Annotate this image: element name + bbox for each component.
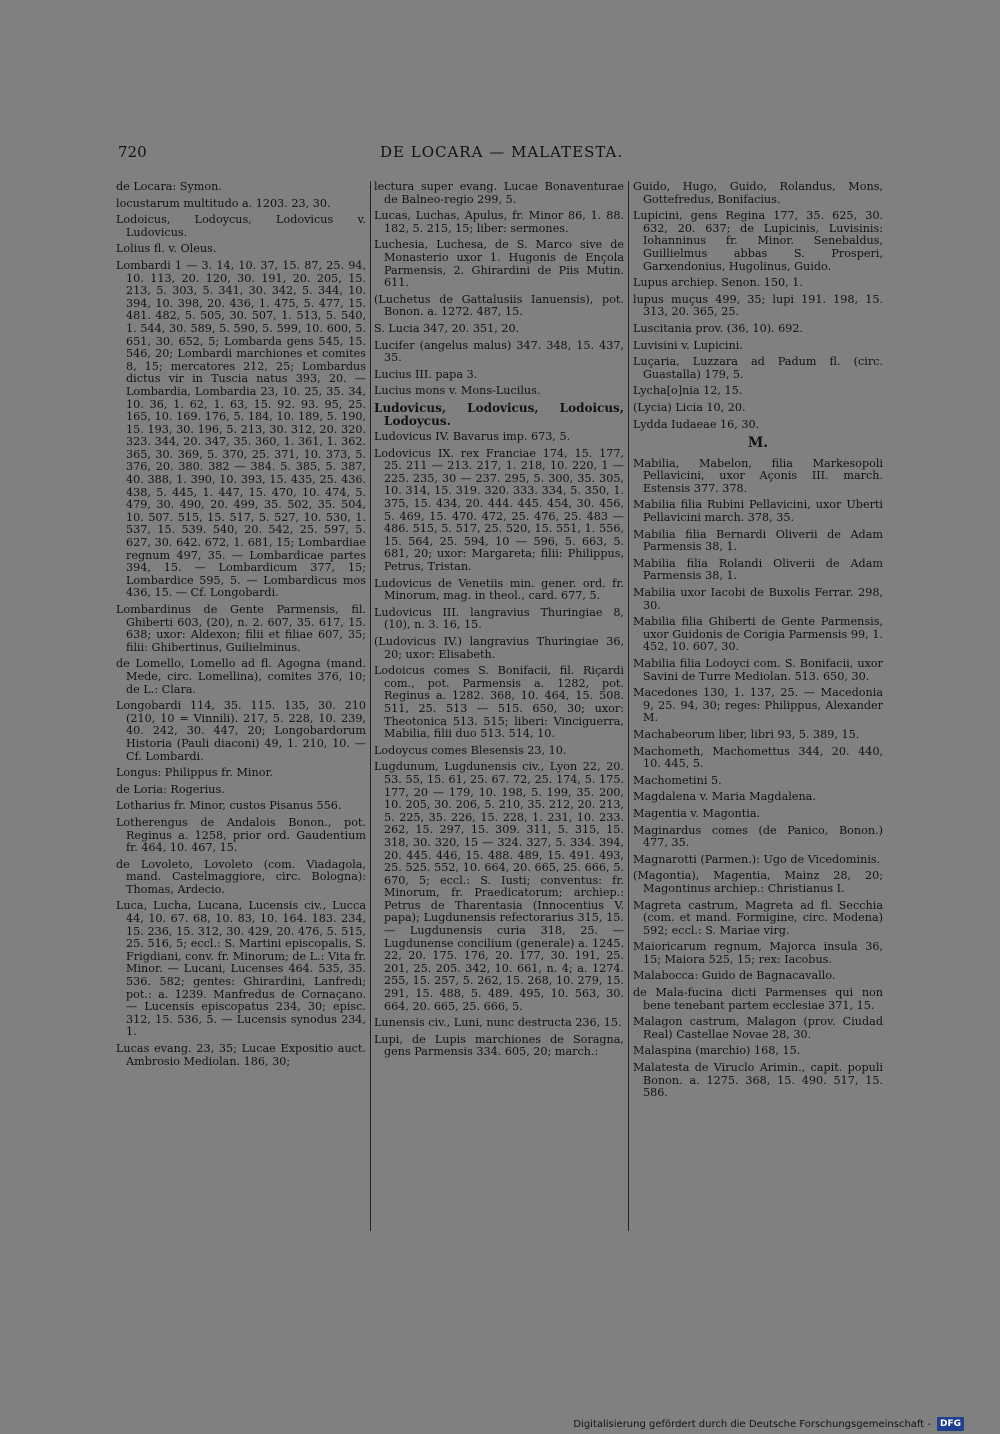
page-number: 720 xyxy=(118,143,147,161)
index-entry: Luçaria, Luzzara ad Padum fl. (circ. Guastalla) 179, 5. xyxy=(633,355,883,381)
index-entry: Guido, Hugo, Guido, Rolandus, Mons, Gottefredus, Bonifacius. xyxy=(633,180,883,206)
index-entry: de Mala-fucina dicti Parmenses qui non bene tenebant partem ecclesiae 371, 15. xyxy=(633,986,883,1012)
index-entry: Luca, Lucha, Lucana, Lucensis civ., Lucca 44, 10. 67. 68, 10. 83, 10. 164. 183. 234, 15. 236, 15. 312, 30. 429, 20. 476, 5. 515, 25. 516, 5; eccl.: S. Martini episcopalis, S. Frigdiani, conv. fr. Minorum; de L.: Vita fr. Minor. — Lucani, Lucenses 464. 535, 35. 536. 582; gentes: Ghirardini, Lanfredi; pot.: a. 1239. Manfredus de Cornaçano. — Lucensis episcopatus 234, 30; episc. 312, 15. 536, 5. — Lucensis synodus 234, 1. xyxy=(116,899,366,1039)
index-entry: lectura super evang. Lucae Bonaventurae de Balneo-regio 299, 5. xyxy=(374,180,624,206)
index-entry: Lombardi 1 — 3. 14, 10. 37, 15. 87, 25. 94, 10. 113, 20. 120, 30. 191, 20. 205, 15. 213, 5. 303, 5. 341, 30. 342, 5. 344, 10. 394, 10. 398, 20. 436, 1. 475, 5. 477, 15. 481. 482, 5. 505, 30. 507, 1. 513, 5. 540, 1. 544, 30. 589, 5. 590, 5. 599, 10. 600, 5. 651, 30. 652, 5; Lombarda gens 545, 15. 546, 20; Lombardi marchiones et comites 8, 15; mercatores 212, 25; Lombardus dictus vir in Tuscia natus 393, 20. — Lombardia, Lombardia 23, 10. 25, 35. 34, 10. 36, 1. 62, 1. 63, 15. 92. 93. 95, 25. 165, 10. 169. 176, 5. 184, 10. 189, 5. 190, 15. 193, 30. 196, 5. 213, 30. 312, 20. 320. 323. 344, 20. 347, 35. 360, 1. 361, 1. 362. 365, 30. 369, 5. 370, 25. 371, 10. 373, 5. 376, 20. 380. 382 — 384. 5. 385, 5. 387, 40. 388, 1. 390, 10. 393, 15. 435, 25. 436. 438, 5. 445, 1. 447, 15. 470, 10. 474, 5. 479, 30. 490, 20. 499, 35. 502, 35. 504, 10. 507. 515, 15. 517, 5. 527, 10. 530, 1. 537, 15. 539. 540, 20. 542, 25. 597, 5. 627, 30. 642. 672, 1. 681, 15; Lombardiae regnum 497, 35. — Lombardicae partes 394, 15. — Lombardicum 377, 15; Lombardice 595, 5. — Lombardicus mos 436, 15. — Cf. Longobardi. xyxy=(116,258,366,600)
index-entry: de Lomello, Lomello ad fl. Agogna (mand. Mede, circ. Lomellina), comites 376, 10; de L.: Clara. xyxy=(116,657,366,696)
index-entry: lupus muçus 499, 35; lupi 191. 198, 15. 313, 20. 365, 25. xyxy=(633,292,883,319)
index-entry: Magreta castrum, Magreta ad fl. Secchia (com. et mand. Formigine, circ. Modena) 592; eccl.: S. Mariae virg. xyxy=(633,898,883,937)
index-entry: Mabilia filia Ghiberti de Gente Parmensis, uxor Guidonis de Corigia Parmensis 99, 1. 452, 10. 607, 30. xyxy=(633,615,883,654)
footer-credit-text: Digitalisierung gefördert durch die Deutsche Forschungsgemeinschaft - xyxy=(573,1418,931,1430)
index-entry: Mabilia uxor Iacobi de Buxolis Ferrar. 298, 30. xyxy=(633,586,883,612)
index-entry: Luscitania prov. (36, 10). 692. xyxy=(633,321,804,335)
index-entry: Machometini 5. xyxy=(633,773,722,787)
index-column-right xyxy=(633,181,883,1104)
index-entry: Ludovicus III. langravius Thuringiae 8, (10), n. 3. 16, 15. xyxy=(374,605,624,632)
running-title: DE LOCARA — MALATESTA. xyxy=(380,143,624,161)
index-heading: Ludovicus, Lodovicus, Lodoicus, Lodoycus. xyxy=(374,400,624,428)
index-entry: S. Lucia 347, 20. 351, 20. xyxy=(374,321,520,335)
index-entry: Lycha[o]nia 12, 15. xyxy=(633,384,743,398)
index-entry: Lucas, Luchas, Apulus, fr. Minor 86, 1. 88. 182, 5. 215, 15; liber: sermones. xyxy=(374,209,624,235)
index-entry: Lydda Iudaeae 16, 30. xyxy=(633,417,760,431)
index-entry: Longus: Philippus fr. Minor. xyxy=(116,766,274,780)
index-entry: Maioricarum regnum, Majorca insula 36, 15; Maiora 525, 15; rex: Iacobus. xyxy=(633,940,883,966)
index-entry: Machabeorum liber, libri 93, 5. 389, 15. xyxy=(633,727,860,741)
index-entry: (Magontia), Magentia, Mainz 28, 20; Magontinus archiep.: Christianus I. xyxy=(633,869,883,895)
index-entry: Magdalena v. Maria Magdalena. xyxy=(633,790,816,804)
index-entry: Lupus archiep. Senon. 150, 1. xyxy=(633,276,803,290)
index-entry: Ludovicus IV. Bavarus imp. 673, 5. xyxy=(374,430,571,444)
index-entry: Luchesia, Luchesa, de S. Marco sive de Monasterio uxor 1. Hugonis de Ençola Parmensis, 2. Ghirardini de Piis Mutin. 611. xyxy=(374,238,624,290)
dfg-logo: DFG xyxy=(937,1417,964,1431)
index-entry: Mabilia filia Lodoyci com. S. Bonifacii, uxor Savini de Turre Mediolan. 513. 650, 30. xyxy=(633,657,883,683)
index-entry: Luvisini v. Lupicini. xyxy=(633,338,743,352)
index-entry: Lodoycus comes Blesensis 23, 10. xyxy=(374,743,567,757)
index-entry: Machometh, Machomettus 344, 20. 440, 10. 445, 5. xyxy=(633,744,883,771)
index-entry: Mabilia, Mabelon, filia Markesopoli Pellavicini, uxor Açonis III. march. Estensis 377. 378. xyxy=(633,456,883,495)
index-entry: Lotherengus de Andalois Bonon., pot. Reginus a. 1258, prior ord. Gaudentium fr. 464, 10. 467, 15. xyxy=(116,815,366,855)
index-entry: Mabilia filia Rubini Pellavicini, uxor Uberti Pellavicini march. 378, 35. xyxy=(633,498,883,525)
index-entry: Lolius fl. v. Oleus. xyxy=(116,242,217,256)
index-entry: Malaspina (marchio) 168, 15. xyxy=(633,1044,801,1058)
index-entry: Lombardinus de Gente Parmensis, fil. Ghiberti 603, (20), n. 2. 607, 35. 617, 15. 638; uxor: Aldexon; filii et filiae 607, 35; filii: Ghibertinus, Guilielminus. xyxy=(116,603,366,654)
index-entry: Lucifer (angelus malus) 347. 348, 15. 437, 35. xyxy=(374,338,624,365)
index-entry: de Lovoleto, Lovoleto (com. Viadagola, mand. Castelmaggiore, circ. Bologna): Thomas, Ardecio. xyxy=(116,857,366,896)
index-entry: Malabocca: Guido de Bagnacavallo. xyxy=(633,969,836,983)
index-column-middle xyxy=(374,181,624,1063)
section-letter: M. xyxy=(747,435,769,452)
column-divider xyxy=(370,181,371,1231)
index-entry: Mabilia filia Bernardi Oliverii de Adam Parmensis 38, 1. xyxy=(633,527,883,554)
index-entry: locustarum multitudo a. 1203. 23, 30. xyxy=(116,196,331,210)
index-entry: Lupicini, gens Regina 177, 35. 625, 30. 632, 20. 637; de Lupicinis, Luvisinis: Iohanninus fr. Minor. Senebaldus, Guillielmus abbas S. Prosperi, Garxendonius, Hugolinus, Guido. xyxy=(633,209,883,273)
index-entry: Mabilia filia Rolandi Oliverii de Adam Parmensis 38, 1. xyxy=(633,556,883,583)
index-entry: (Ludovicus IV.) langravius Thuringiae 36, 20; uxor: Elisabeth. xyxy=(374,635,624,661)
index-entry: de Loria: Rogerius. xyxy=(116,782,225,796)
index-entry: Lupi, de Lupis marchiones de Soragna, gens Parmensis 334. 605, 20; march.: xyxy=(374,1032,624,1059)
index-entry: Lotharius fr. Minor, custos Pisanus 556. xyxy=(116,799,342,813)
index-entry: Maginardus comes (de Panico, Bonon.) 477, 35. xyxy=(633,823,883,850)
index-entry: Lodoicus, Lodoycus, Lodovicus v. Ludovicus. xyxy=(116,213,366,239)
index-entry: Lucius mons v. Mons-Lucilus. xyxy=(374,384,541,398)
index-entry: Malagon castrum, Malagon (prov. Ciudad Real) Castellae Novae 28, 30. xyxy=(633,1015,883,1041)
index-entry: Lunensis civ., Luni, nunc destructa 236, 15. xyxy=(374,1016,622,1030)
index-entry: de Locara: Symon. xyxy=(116,180,222,193)
index-entry: Lugdunum, Lugdunensis civ., Lyon 22, 20. 53. 55, 15. 61, 25. 67. 72, 25. 174, 5. 175. 177, 20 — 179, 10. 198, 5. 199, 35. 200, 10. 205, 30. 206, 5. 210, 35. 212, 20. 213, 5. 225, 35. 226, 15. 228, 1. 231, 10. 233. 262, 15. 297, 15. 309. 311, 5. 315, 15. 318, 30. 320, 15 — 324. 327, 5. 334. 394, 20. 445. 446, 15. 488. 489, 15. 491. 493, 25. 525. 552, 10. 664, 20. 665, 25. 666, 5. 670, 5; eccl.: S. Iusti; conventus: fr. Minorum, fr. Praedicatorum; archiep.: Petrus de Tharentasia (Innocentius V. papa); Lugdunensis refectorarius 315, 15. — Lugdunensis curia 318, 25. — Lugdunense concilium (generale) a. 1245. 22, 20. 175. 176, 20. 177, 30. 191, 25. 201, 25. 205. 342, 10. 661, n. 4; a. 1274. 255, 15. 257, 5. 262, 15. 268, 10. 279, 15. 291, 15. 488, 5. 489. 495, 10. 563, 30. 664, 20. 665, 25. 666, 5. xyxy=(374,760,624,1013)
index-entry: Magnarotti (Parmen.): Ugo de Vicedominis. xyxy=(633,852,881,866)
index-column-left xyxy=(116,181,366,1072)
index-entry: Malatesta de Viruclo Arimin., capit. populi Bonon. a. 1275. 368, 15. 490. 517, 15. 586. xyxy=(633,1061,883,1100)
index-entry: Ludovicus de Venetiis min. gener. ord. fr. Minorum, mag. in theol., card. 677, 5. xyxy=(374,576,624,603)
index-entry: Magentia v. Magontia. xyxy=(633,806,761,820)
index-entry: Lodovicus IX. rex Franciae 174, 15. 177, 25. 211 — 213. 217, 1. 218, 10. 220, 1 — 225. 235, 30 — 237. 295, 5. 300, 35. 305, 10. 314, 15. 319. 320. 333. 334, 5. 350, 1. 375, 15. 434, 20. 444. 445. 454, 30. 456, 5. 469, 15. 470. 472, 25. 476, 25. 483 — 486. 515, 5. 517, 25. 520, 15. 551, 1. 556, 15. 564, 25. 594, 10 — 596, 5. 663, 5. 681, 20; uxor: Margareta; filii: Philippus, Petrus, Tristan. xyxy=(374,446,624,574)
index-entry: Lodoicus comes S. Bonifacii, fil. Riçardi com., pot. Parmensis a. 1282, pot. Reginus a. 1282. 368, 10. 464, 15. 508. 511, 25. 513 — 515. 650, 30; uxor: Theotonica 513. 515; liberi: Vinciguerra, Mabilia, filii duo 513. 514, 10. xyxy=(374,664,624,741)
index-entry: (Lycia) Licia 10, 20. xyxy=(633,400,746,414)
index-entry: Macedones 130, 1. 137, 25. — Macedonia 9, 25. 94, 30; reges: Philippus, Alexander M. xyxy=(633,686,883,725)
index-entry: Longobardi 114, 35. 115. 135, 30. 210 (210, 10 = Vinnili). 217, 5. 228, 10. 239, 40. 242, 30. 447, 20; Longobardorum Historia (Pauli diaconi) 49, 1. 210, 10. — Cf. Lombardi. xyxy=(116,699,366,763)
index-entry: (Luchetus de Gattalusiis Ianuensis), pot. Bonon. a. 1272. 487, 15. xyxy=(374,292,624,319)
index-entry: Lucas evang. 23, 35; Lucae Expositio auct. Ambrosio Mediolan. 186, 30; xyxy=(116,1042,366,1068)
index-entry: Lucius III. papa 3. xyxy=(374,367,478,381)
footer-credit xyxy=(573,1415,964,1433)
column-divider xyxy=(628,181,629,1231)
